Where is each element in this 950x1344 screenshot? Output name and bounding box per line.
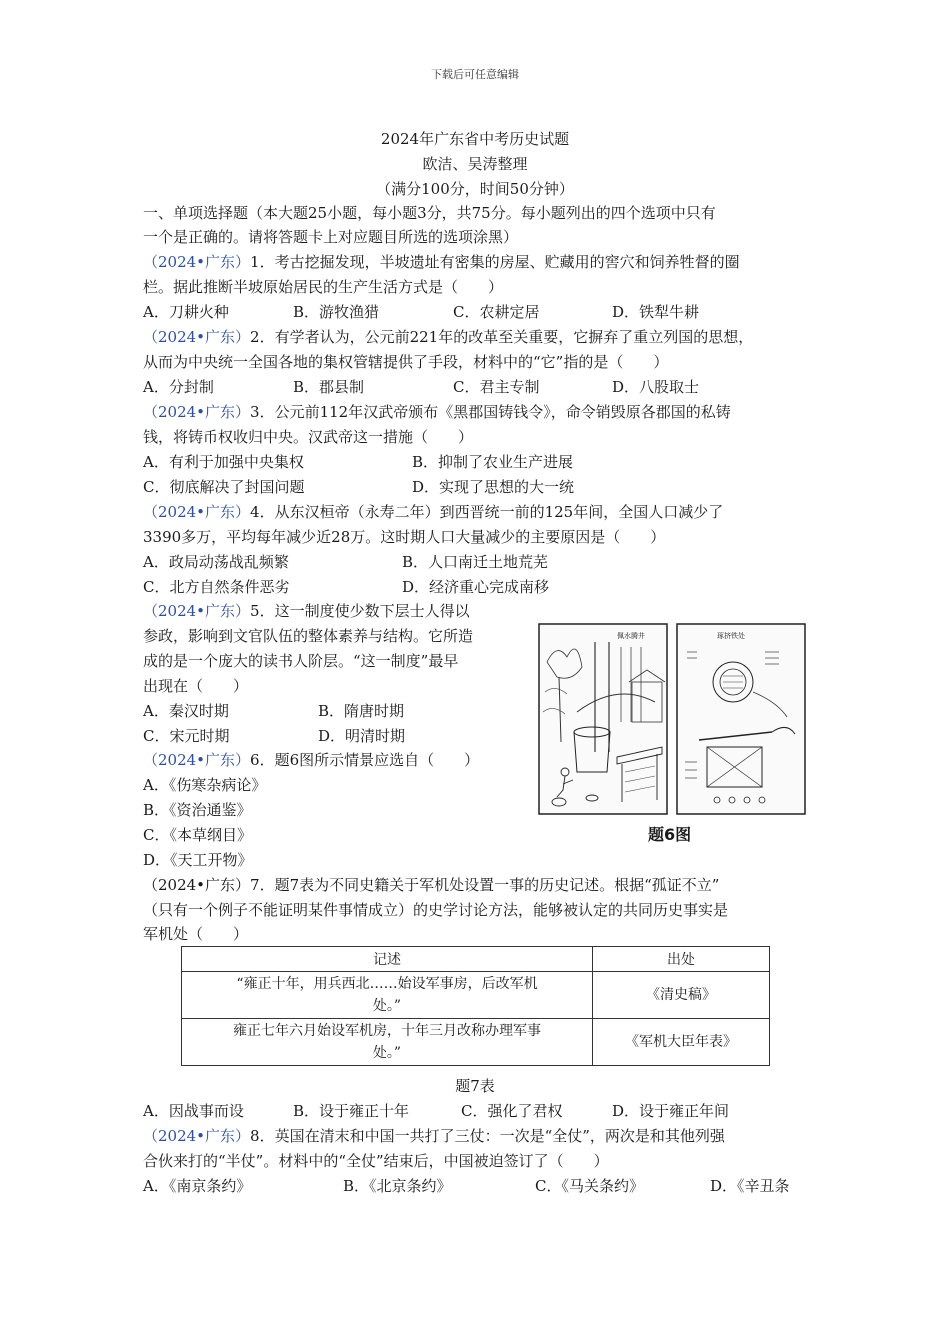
q8-option-a: A．《南京条约》: [143, 1177, 252, 1195]
header-note: 下载后可任意编辑: [431, 68, 519, 81]
q6-figure-caption: 题6图: [648, 825, 692, 844]
q1-option-b: B．游牧渔猎: [293, 303, 380, 321]
q1-tag: （2024•广东）: [143, 253, 251, 271]
figure-left-title: 佩水腾井: [617, 632, 645, 640]
table-header-record: 记述: [182, 947, 593, 972]
q2-option-b: B．郡县制: [293, 378, 365, 396]
q3-option-b: B．抑制了农业生产进展: [412, 453, 574, 471]
q7-stem-line3: 军机处（ ）: [143, 925, 249, 943]
q5-option-d: D．明清时期: [318, 727, 406, 745]
q4-option-b: B．人口南迁土地荒芜: [402, 553, 549, 571]
q7-stem-line1: （2024•广东）7．题7表为不同史籍关于军机处设置一事的历史记述。根据“孤证不立”: [143, 876, 720, 894]
q8-option-b: B．《北京条约》: [343, 1177, 452, 1195]
q6-stem-line1: （2024•广东）6．题6图所示情景应选自（ ）: [143, 751, 480, 769]
figure-right-title: 琢挤铁处: [717, 632, 745, 640]
q6-option-b: B．《资治通鉴》: [143, 801, 252, 819]
q8-tag: （2024•广东）: [143, 1127, 251, 1145]
section1-instructions-line2: 一个是正确的。请将答题卡上对应题目所选的选项涂黑）: [143, 228, 519, 246]
q2-option-a: A．分封制: [143, 378, 214, 396]
q3-tag: （2024•广东）: [143, 403, 251, 421]
section1-instructions-line1: 一、单项选择题（本大题25小题，每小题3分，共75分。每小题列出的四个选项中只有: [143, 204, 716, 222]
q5-stem-line2: 参政，影响到文官队伍的整体素养与结构。它所造: [143, 627, 474, 645]
q4-option-c: C．北方自然条件恶劣: [143, 578, 290, 596]
q8-stem-line2: 合伙来打的“半仗”。材料中的“全仗”结束后，中国被迫签订了（ ）: [143, 1152, 609, 1170]
table-cell-record: 雍正七年六月始设军机房，十年三月改称办理军事 处。”: [182, 1019, 593, 1066]
q7-tag: （2024•广东）: [143, 876, 251, 894]
q8-option-c: C．《马关条约》: [535, 1177, 644, 1195]
q2-option-c: C．君主专制: [453, 378, 540, 396]
q7-table: [181, 946, 770, 1066]
table-row: [182, 1019, 770, 1066]
table-cell-source: 《清史稿》: [593, 972, 770, 1019]
q3-option-a: A．有利于加强中央集权: [143, 453, 304, 471]
q5-tag: （2024•广东）: [143, 602, 251, 620]
q1-stem-line1: （2024•广东）1．考古挖掘发现，半坡遗址有密集的房屋、贮藏用的窖穴和饲养牲督的圈: [143, 253, 740, 271]
table-header-source: 出处: [593, 947, 770, 972]
q5-option-c: C．宋元时期: [143, 727, 230, 745]
q7-stem-line2: （只有一个例子不能证明某件事情成立）的史学讨论方法，能够被认定的共同历史事实是: [143, 901, 729, 919]
q8-stem-line1: （2024•广东）8．英国在清末和中国一共打了三仗：一次是“全仗”，两次是和其他列强: [143, 1127, 725, 1145]
table-row: [182, 972, 770, 1019]
authors: 欧洁、吴涛整理: [422, 155, 528, 173]
q4-option-a: A．政局动荡战乱频繁: [143, 553, 289, 571]
exam-meta: （满分100分，时间50分钟）: [376, 180, 574, 198]
q1-option-a: A．刀耕火种: [143, 303, 229, 321]
q4-stem-line1: （2024•广东）4．从东汉桓帝（永寿二年）到西晋统一前的125年间，全国人口减少了: [143, 503, 724, 521]
q1-option-d: D．铁犁牛耕: [612, 303, 700, 321]
q5-option-b: B．隋唐时期: [318, 702, 405, 720]
q6-figure-illustration: [537, 622, 807, 818]
q5-stem-line4: 出现在（ ）: [143, 677, 249, 695]
table-header-row: [182, 947, 770, 972]
q2-option-d: D．八股取士: [612, 378, 700, 396]
q1-stem-line2: 栏。据此推断半坡原始居民的生产生活方式是（ ）: [143, 278, 504, 296]
q4-tag: （2024•广东）: [143, 503, 251, 521]
q3-stem-line2: 钱，将铸币权收归中央。汉武帝这一措施（ ）: [143, 428, 474, 446]
q2-stem-line2: 从而为中央统一全国各地的集权管辖提供了手段，材料中的“它”指的是（ ）: [143, 353, 669, 371]
q6-tag: （2024•广东）: [143, 751, 251, 769]
figure-right-panel: [677, 624, 805, 814]
q3-stem-line1: （2024•广东）3．公元前112年汉武帝颁布《黑郡国铸钱令》，命令销毁原各郡国的私铸: [143, 403, 731, 421]
table-cell-record: “雍正十年，用兵西北……始设军事房，后改军机 处。”: [182, 972, 593, 1019]
q7-option-d: D．设于雍正年间: [612, 1102, 730, 1120]
q4-stem-line2: 3390多万，平均每年减少近28万。这时期人口大量减少的主要原因是（ ）: [143, 528, 666, 546]
q2-tag: （2024•广东）: [143, 328, 251, 346]
q2-stem-line1: （2024•广东）2．有学者认为，公元前221年的改革至关重要，它摒弃了重立列国的思想，: [143, 328, 754, 346]
q8-option-d: D．《辛丑条: [710, 1177, 790, 1195]
q6-option-d: D．《天工开物》: [143, 851, 253, 869]
q5-stem-line3: 成的是一个庞大的读书人阶层。“这一制度”最早: [143, 652, 459, 670]
figure-left-panel: [539, 624, 667, 814]
q7-option-c: C．强化了君权: [461, 1102, 563, 1120]
q3-option-d: D．实现了思想的大一统: [412, 478, 575, 496]
q6-option-c: C．《本草纲目》: [143, 826, 252, 844]
q5-option-a: A．秦汉时期: [143, 702, 229, 720]
q5-stem-line1: （2024•广东）5．这一制度使少数下层士人得以: [143, 602, 470, 620]
page-title: 2024年广东省中考历史试题: [380, 130, 570, 148]
table-cell-source: 《军机大臣年表》: [593, 1019, 770, 1066]
q7-option-a: A．因战事而设: [143, 1102, 244, 1120]
q6-option-a: A．《伤寒杂病论》: [143, 776, 267, 794]
q3-option-c: C．彻底解决了封国问题: [143, 478, 305, 496]
q1-option-c: C．农耕定居: [453, 303, 540, 321]
q7-option-b: B．设于雍正十年: [293, 1102, 410, 1120]
q7-table-caption: 题7表: [455, 1077, 495, 1095]
q4-option-d: D．经济重心完成南移: [402, 578, 550, 596]
